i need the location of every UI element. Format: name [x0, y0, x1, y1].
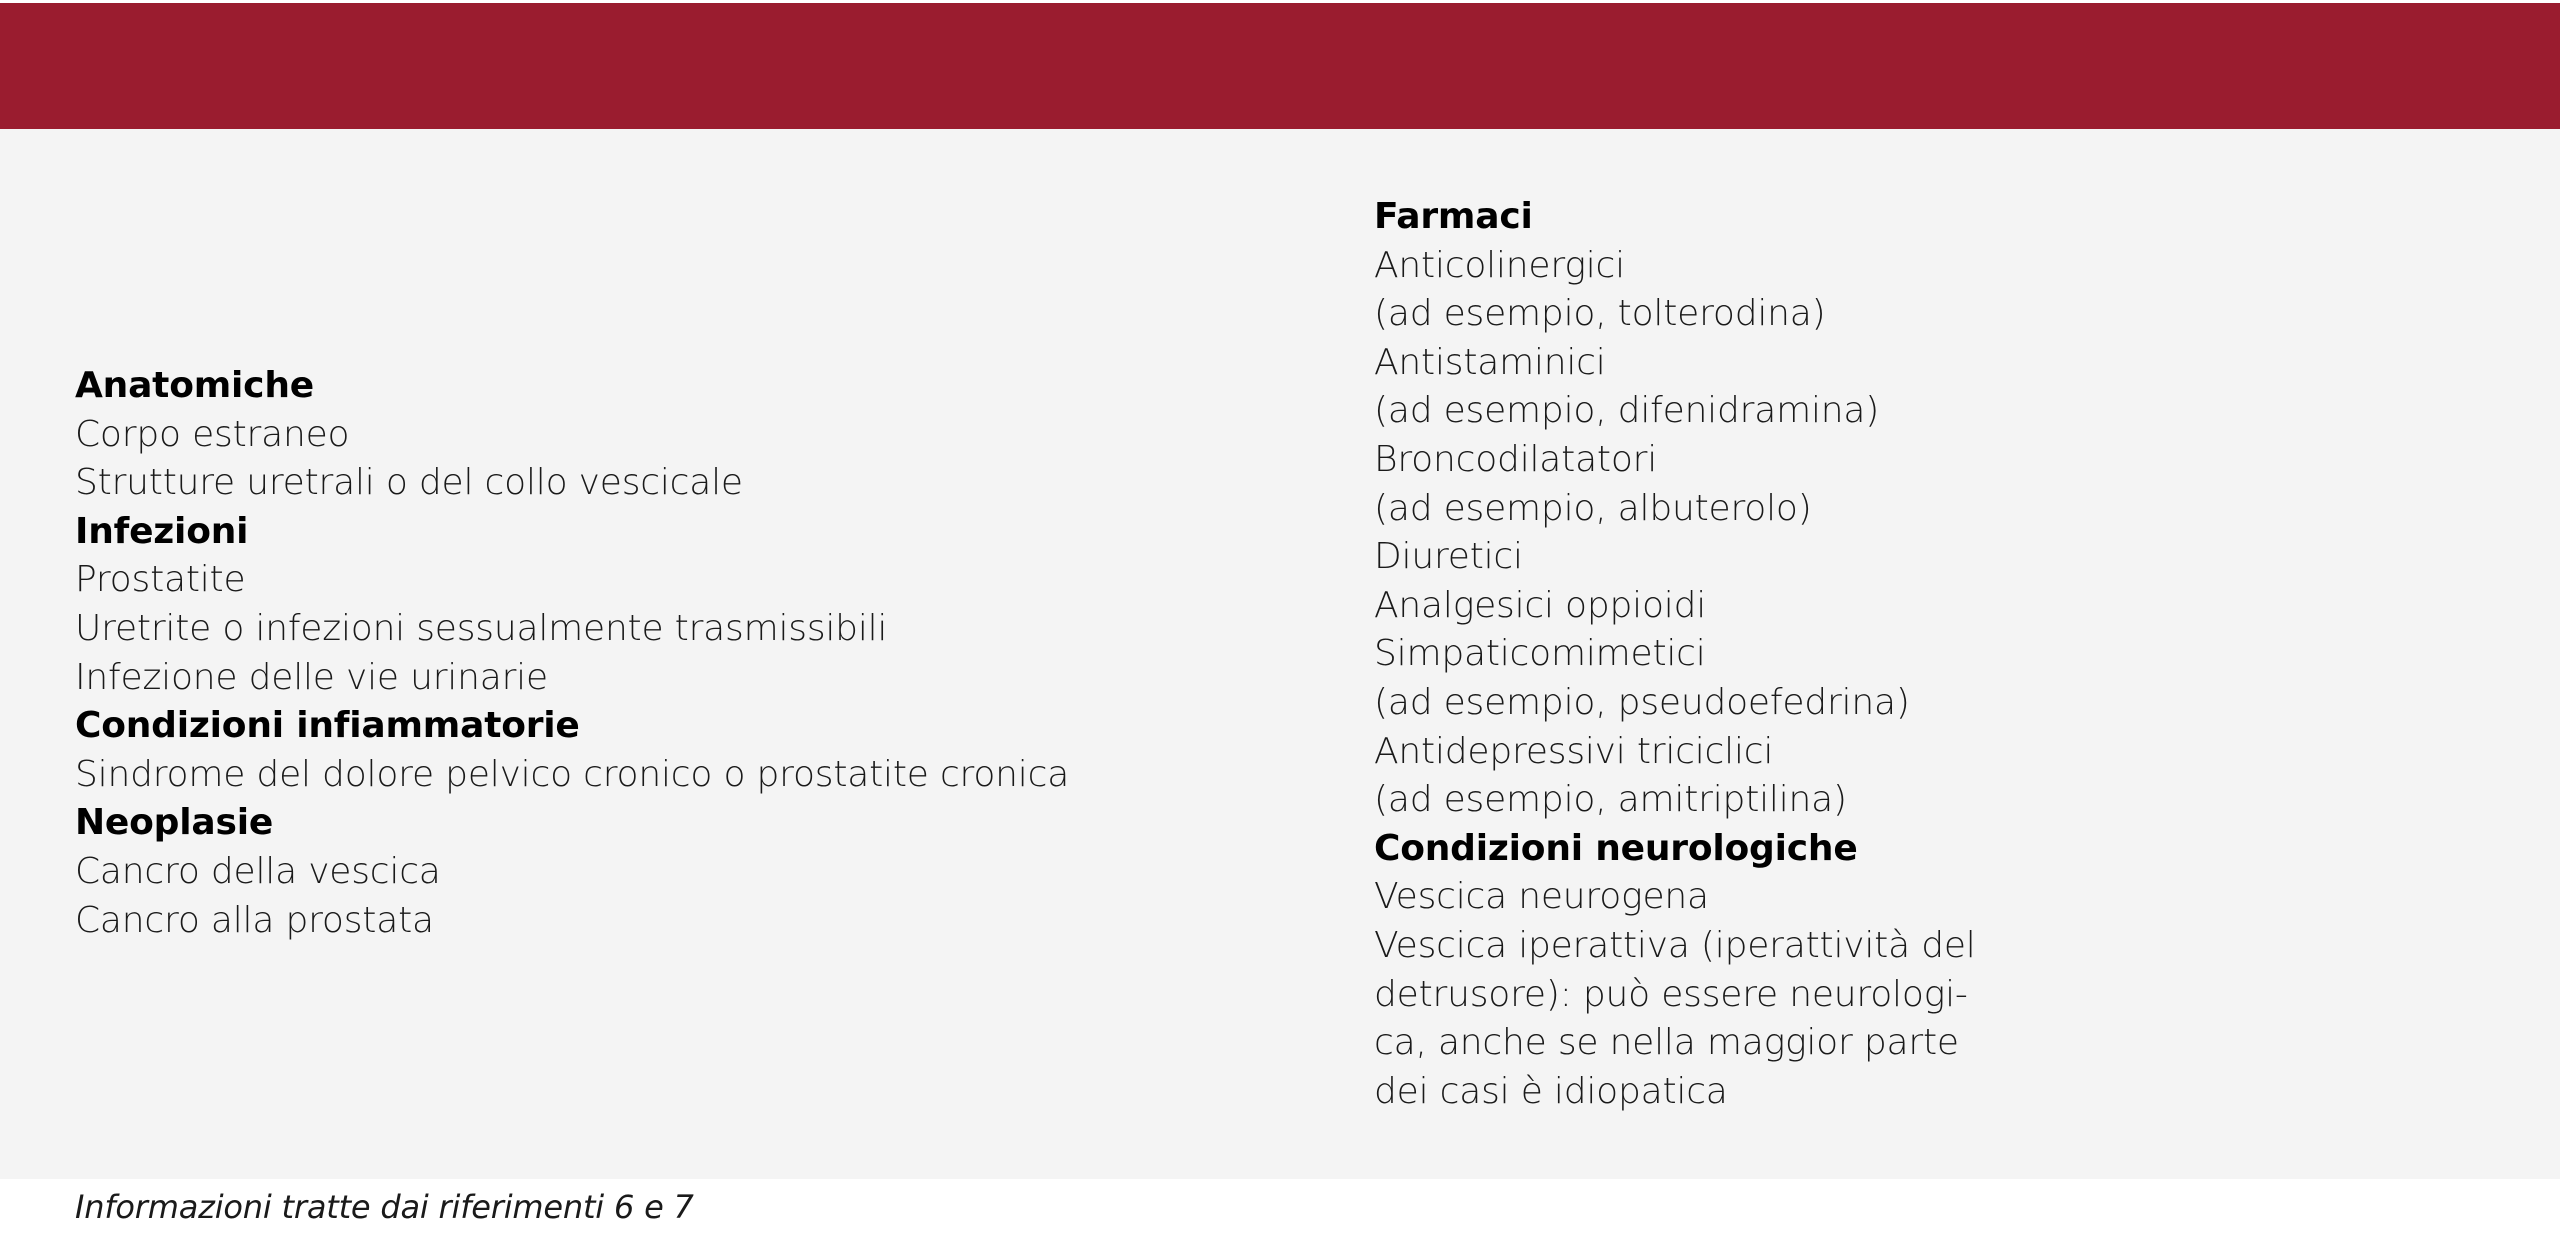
section-heading: Neoplasie: [75, 802, 274, 844]
header-bar: [0, 3, 2560, 129]
list-item: Strutture uretrali o del collo vescicale: [75, 462, 743, 504]
list-item: (ad esempio, pseudoefedrina): [1374, 681, 1910, 723]
section-heading: Infezioni: [75, 510, 249, 552]
section-heading: Condizioni neurologiche: [1374, 827, 1858, 869]
section-heading: Condizioni infiammatorie: [75, 705, 580, 747]
section-heading: Anatomiche: [75, 365, 314, 406]
list-item: Cancro alla prostata: [75, 899, 434, 941]
list-item: Vescica neurogena: [1374, 876, 1709, 918]
list-item: Diuretici: [1374, 536, 1523, 578]
list-item: ca, anche se nella maggior parte: [1374, 1022, 1959, 1064]
list-item: Infezione delle vie urinarie: [75, 656, 548, 698]
list-item: Simpaticomimetici: [1374, 633, 1706, 675]
source-note: Informazioni tratte dai riferimenti 6 e 7: [75, 1188, 694, 1226]
right-column: [1374, 193, 2034, 1116]
list-item: (ad esempio, difenidramina): [1374, 390, 1880, 432]
list-item: dei casi è idiopatica: [1374, 1070, 1728, 1112]
list-item: Prostatite: [75, 559, 246, 601]
list-item: Uretrite o infezioni sessualmente trasmissibili: [75, 607, 888, 649]
list-item: Cancro della vescica: [75, 850, 441, 892]
list-item: Vescica iperattiva (iperattività del: [1374, 924, 1976, 966]
list-item: Antistaminici: [1374, 341, 1606, 383]
list-item: (ad esempio, tolterodina): [1374, 293, 1826, 335]
left-column: [75, 362, 1275, 945]
list-item: Sindrome del dolore pelvico cronico o prostatite cronica: [75, 753, 1070, 795]
list-item: Anticolinergici: [1374, 244, 1625, 286]
list-item: Antidepressivi triciclici: [1374, 730, 1774, 772]
list-item: Analgesici oppioidi: [1374, 584, 1707, 626]
list-item: (ad esempio, albuterolo): [1374, 487, 1812, 529]
list-item: Broncodilatatori: [1374, 438, 1658, 480]
list-item: (ad esempio, amitriptilina): [1374, 779, 1847, 821]
list-item: detrusore): può essere neurologi-: [1374, 973, 1968, 1015]
section-heading: Farmaci: [1374, 196, 1533, 237]
list-item: Corpo estraneo: [75, 413, 350, 455]
